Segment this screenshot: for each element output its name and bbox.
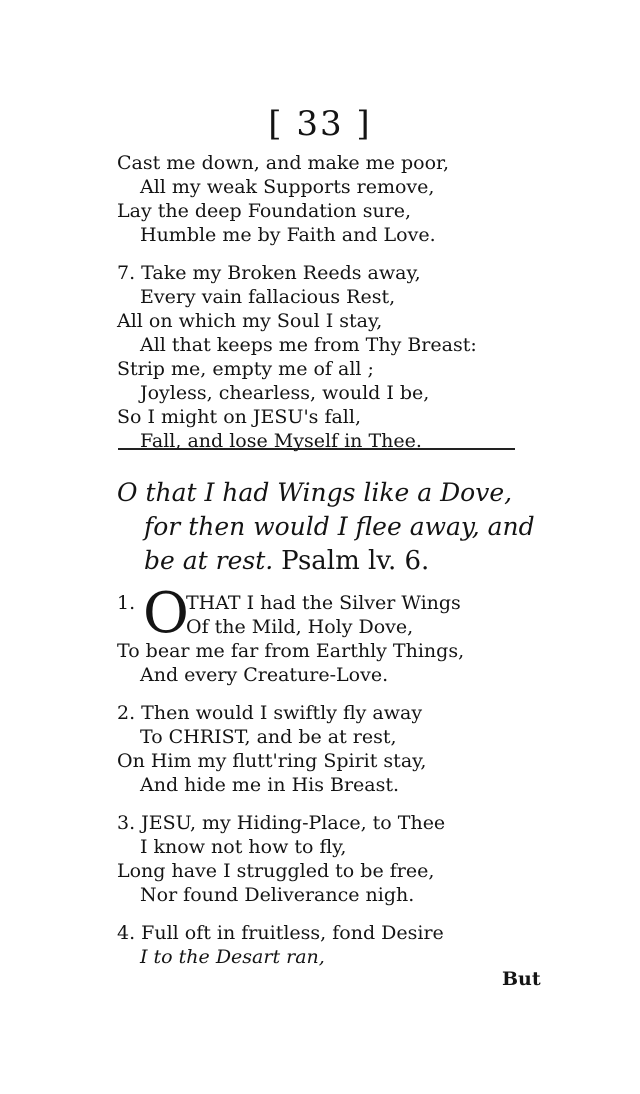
drop-cap: O bbox=[143, 581, 189, 646]
verse-line: Nor found Deliverance nigh. bbox=[140, 884, 415, 906]
verse-line: All on which my Soul I stay, bbox=[117, 310, 383, 332]
verse-line: And hide me in His Breast. bbox=[140, 774, 400, 796]
title-line: for then would I flee away, and bbox=[144, 512, 535, 541]
verse-line: Fall, and lose Myself in Thee. bbox=[140, 430, 422, 452]
catchword: But bbox=[502, 968, 541, 990]
verse-line: Cast me down, and make me poor, bbox=[117, 152, 450, 174]
section-divider bbox=[118, 448, 515, 450]
verse-line: Of the Mild, Holy Dove, bbox=[186, 616, 414, 638]
verse-line: Every vain fallacious Rest, bbox=[140, 286, 396, 308]
verse-line: Strip me, empty me of all ; bbox=[117, 358, 374, 380]
title-line: O that I had Wings like a Dove, bbox=[117, 478, 513, 507]
verse-line: THAT I had the Silver Wings bbox=[186, 592, 461, 614]
verse-line: I to the Desart ran, bbox=[140, 946, 325, 968]
verse-line: To CHRIST, and be at rest, bbox=[140, 726, 397, 748]
verse-line: 2. Then would I swiftly fly away bbox=[117, 702, 423, 724]
page-number: [ 33 ] bbox=[268, 104, 372, 144]
verse-line: 7. Take my Broken Reeds away, bbox=[117, 262, 421, 284]
stanza-number: 1. bbox=[117, 592, 136, 614]
verse-line: And every Creature-Love. bbox=[140, 664, 389, 686]
verse-line: Lay the deep Foundation sure, bbox=[117, 200, 412, 222]
verse-line: To bear me far from Earthly Things, bbox=[117, 640, 465, 662]
verse-line: All my weak Supports remove, bbox=[140, 176, 435, 198]
verse-line: All that keeps me from Thy Breast: bbox=[140, 334, 477, 356]
title-line bbox=[144, 546, 429, 576]
verse-line: Humble me by Faith and Love. bbox=[140, 224, 436, 246]
title-line-end: be at rest. bbox=[144, 546, 274, 575]
verse-line: On Him my flutt'ring Spirit stay, bbox=[117, 750, 427, 772]
verse-line: So I might on JESU's fall, bbox=[117, 406, 362, 428]
verse-line: Long have I struggled to be free, bbox=[117, 860, 435, 882]
verse-line: 3. JESU, my Hiding-Place, to Thee bbox=[117, 812, 446, 834]
verse-line: I know not how to fly, bbox=[140, 836, 347, 858]
verse-line: Joyless, chearless, would I be, bbox=[140, 382, 430, 404]
psalm-reference: Psalm lv. 6. bbox=[281, 546, 430, 576]
verse-line: 4. Full oft in fruitless, fond Desire bbox=[117, 922, 444, 944]
